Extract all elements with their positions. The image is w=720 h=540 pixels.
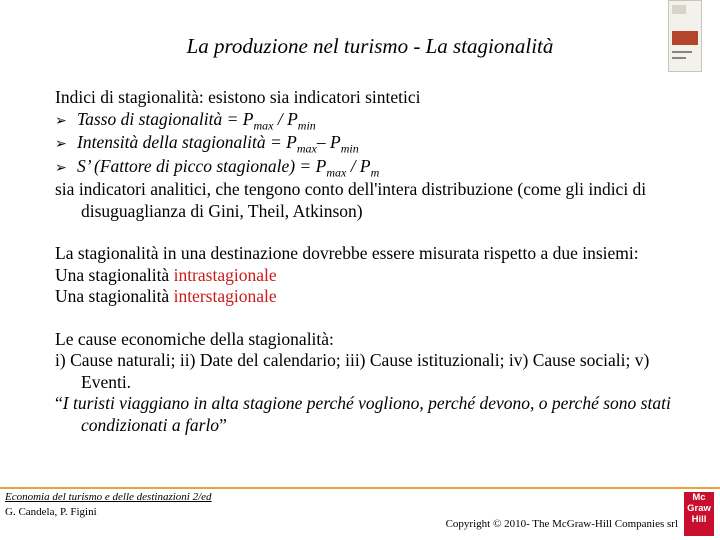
cover-line [672, 51, 692, 53]
causes-heading: Le cause economiche della stagionalità: [55, 328, 334, 349]
bullet-item: ➢ Intensità della stagionalità = $P_{max}-$ $P_{min}$ [55, 132, 359, 156]
quote: “I turisti viaggiano in alta stagione perché vogliono, perché devono, o perché sono stati condizionati a farlo” [55, 393, 671, 435]
arrow-bullet-icon: ➢ [55, 159, 67, 176]
slide-body [55, 87, 695, 436]
book-title: Economia del turismo e delle destinazioni 2/ed [5, 491, 212, 503]
cover-line [672, 57, 686, 59]
cover-band [672, 31, 698, 45]
causes-list: i) Cause naturali; ii) Date del calendario; iii) Cause istituzionali; iv) Cause sociali; v) Eventi. [55, 350, 650, 392]
book-authors: G. Candela, P. Figini [5, 506, 97, 518]
mcgraw-hill-logo-icon: Mc Graw Hill [684, 492, 714, 536]
intrastagionale-line: Una stagionalità intrastagionale [55, 264, 277, 285]
slide-title: La produzione nel turismo - La stagionalità [186, 34, 554, 58]
footer-book-info [5, 490, 212, 520]
interstagionale-line: Una stagionalità interstagionale [55, 286, 277, 306]
bullet-item: ➢ S’ (Fattore di picco stagionale) = $P_{max} / P_m$ [55, 155, 380, 179]
cover-decoration [672, 5, 686, 14]
measurement-intro: La stagionalità in una destinazione dovrebbe essere misurata rispetto a due insiemi: [55, 243, 639, 263]
arrow-bullet-icon: ➢ [55, 112, 67, 129]
copyright-notice: Copyright © 2010- The McGraw-Hill Companies srl [445, 518, 678, 530]
interstagionale-term: interstagionale [173, 286, 277, 306]
analytic-indices-text: sia indicatori analitici, che tengono conto dell'intera distribuzione (come gli indici di disuguaglianza di Gini, Theil, Atkinson) [55, 179, 647, 221]
book-cover-thumbnail [668, 0, 702, 72]
arrow-bullet-icon: ➢ [55, 136, 67, 152]
indices-intro: Indici di stagionalità: esistono sia indicatori sintetici [55, 87, 421, 107]
bullet-item: ➢ Tasso di stagionalità = $P_{max} / P_{min}$ [55, 108, 316, 132]
footer-divider [0, 487, 720, 489]
intrastagionale-term: intrastagionale [173, 264, 277, 285]
